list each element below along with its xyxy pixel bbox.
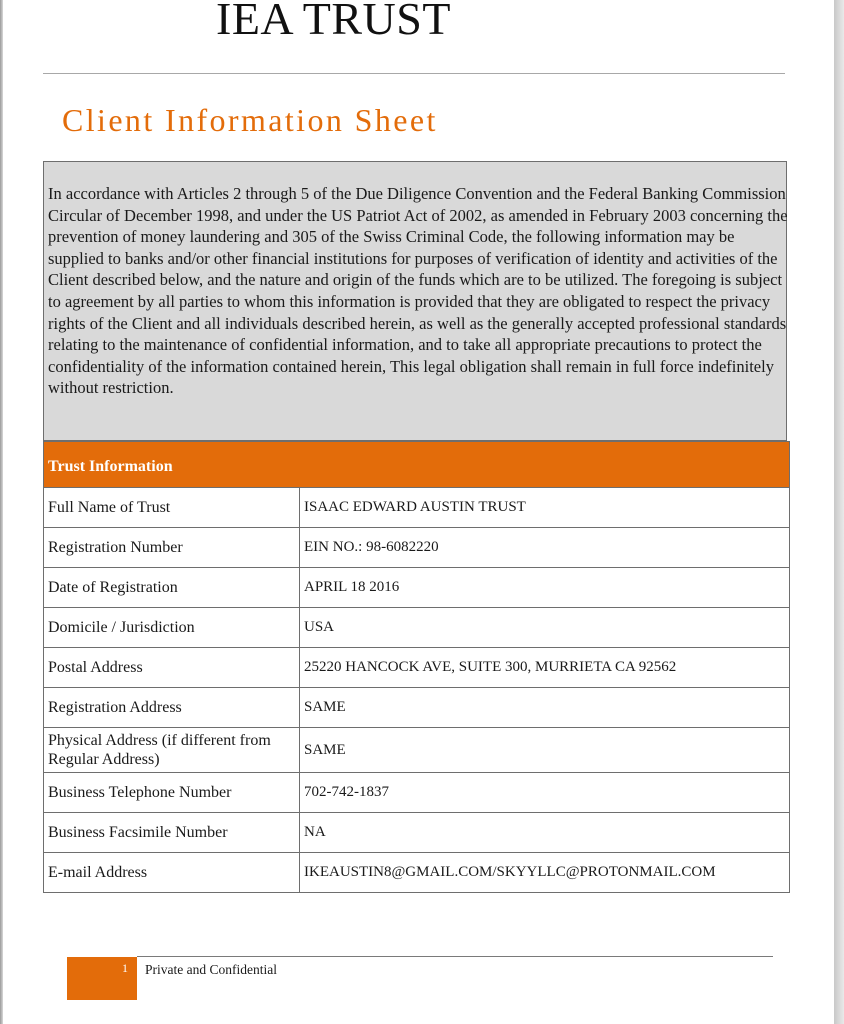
table-row [44,773,790,813]
table-section-header [44,442,790,488]
field-value-physical-address: SAME [300,728,790,773]
disclaimer-text: In accordance with Articles 2 through 5 of the Due Diligence Convention and the Federal Banking Commission Circular of December 1998, and under the US Patriot Act of 2002, as amended in February 2003 concerning the prevention of money laundering and 305 of the Swiss Criminal Code, the following information may be supplied to banks and/or other financial institutions for purposes of verification of identity and activities of the Client described below, and the nature and origin of the funds which are to be utilized. The foregoing is subject to agreement by all parties to whom this information is provided that they are obligated to respect the privacy rights of the Client and all individuals described herein, as well as the generally accepted professional standards relating to the maintenance of confidential information, and to take all appropriate precautions to protect the confidentiality of the information contained herein, This legal obligation shall remain in full force indefinitely without restriction. [48,184,788,398]
field-label-email-address: E-mail Address [44,853,300,893]
table-row [44,568,790,608]
field-label-date-of-registration: Date of Registration [44,568,300,608]
table-row [44,648,790,688]
sheet-heading: Client Information Sheet [62,102,438,138]
field-value-email-address: IKEAUSTIN8@GMAIL.COM/SKYYLLC@PROTONMAIL.COM [300,853,790,893]
field-label-physical-address: Physical Address (if different from Regular Address) [44,728,300,773]
field-value-postal-address: 25220 HANCOCK AVE, SUITE 300, MURRIETA CA 92562 [300,648,790,688]
page-edge-left [0,0,3,1024]
field-label-business-facsimile: Business Facsimile Number [44,813,300,853]
trust-information-table [43,441,790,893]
table-row [44,813,790,853]
table-row [44,853,790,893]
field-value-date-of-registration: APRIL 18 2016 [300,568,790,608]
footer-label: Private and Confidential [145,962,277,977]
table-row [44,728,790,773]
table-row [44,608,790,648]
title-divider [43,73,785,74]
table-row [44,488,790,528]
field-value-business-telephone: 702-742-1837 [300,773,790,813]
table-row [44,528,790,568]
page-number: 1 [122,961,128,975]
field-label-business-telephone: Business Telephone Number [44,773,300,813]
document-title: IEA TRUST [216,0,451,44]
field-value-business-facsimile: NA [300,813,790,853]
disclaimer-box [43,161,787,441]
field-value-registration-number: EIN NO.: 98-6082220 [300,528,790,568]
field-label-full-name: Full Name of Trust [44,488,300,528]
footer-divider [137,956,773,957]
page-edge-right [834,0,844,1024]
field-value-domicile: USA [300,608,790,648]
section-title: Trust Information [44,442,790,488]
field-label-domicile: Domicile / Jurisdiction [44,608,300,648]
field-label-registration-number: Registration Number [44,528,300,568]
field-value-full-name: ISAAC EDWARD AUSTIN TRUST [300,488,790,528]
field-label-registration-address: Registration Address [44,688,300,728]
field-value-registration-address: SAME [300,688,790,728]
table-row [44,688,790,728]
field-label-postal-address: Postal Address [44,648,300,688]
